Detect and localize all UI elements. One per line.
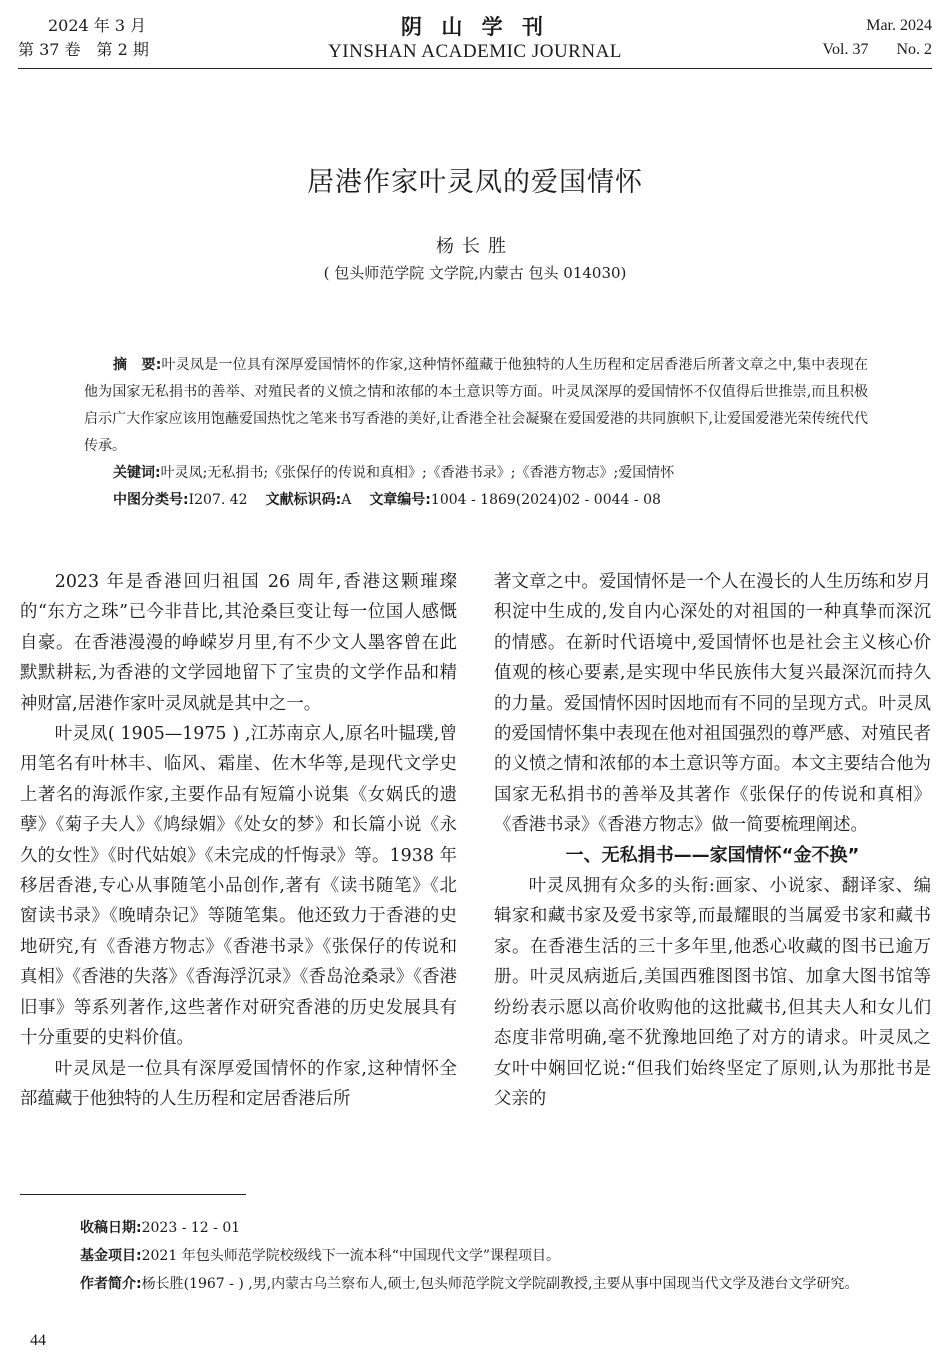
body-paragraph: 叶灵凤是一位具有深厚爱国情怀的作家,这种情怀全部蕴藏于他独特的人生历程和定居香港后所 [20, 1058, 457, 1109]
header-divider [18, 68, 932, 69]
article-number-label: 文章编号: [369, 492, 431, 508]
bio-value: 杨长胜(1967 - ) ,男,内蒙古乌兰察布人,硕士,包头师范学院文学院副教授,主要从事中国现当代文学及港台文学研究。 [141, 1276, 859, 1292]
article-title: 居港作家叶灵凤的爱国情怀 [307, 167, 643, 198]
page-number: 44 [30, 1332, 46, 1349]
body-column-right [494, 567, 931, 1114]
body-paragraph: 著文章之中。爱国情怀是一个人在漫长的人生历练和岁月积淀中生成的,发自内心深处的对祖国的一种真挚而深沉的情感。在新时代语境中,爱国情怀也是社会主义核心价值观的核心要素,是实现中华民族伟大复兴最深沉而持久的力量。爱国情怀因时因地而有不同的呈现方式。叶灵凤的爱国情怀集中表现在他对祖国强烈的尊严感、对殖民者的义愤之情和浓郁的本土意识等方面。本文主要结合他为国家无私捐书的善举及其著作《张保仔的传说和真相》《香港书录》《香港方物志》做一简要梳理阐述。 [494, 572, 931, 836]
body-column-left [20, 567, 457, 1114]
abstract-label: 摘 要: [113, 357, 162, 373]
body-paragraph: 叶灵凤拥有众多的头衔:画家、小说家、翻译家、编辑家和藏书家及爱书家等,而最耀眼的当属爱书家和藏书家。在香港生活的三十多年里,他悉心收藏的图书已逾万册。叶灵凤病逝后,美国西雅图图书馆、加拿大图书馆等纷纷表示愿以高价收购他的这批藏书,但其夫人和女儿们态度非常明确,毫不犹豫地回绝了对方的请求。叶灵凤之女叶中娴回忆说:“但我们始终坚定了原则,认为那批书是父亲的 [494, 876, 931, 1109]
classification-line [113, 489, 661, 511]
footnote-fund [80, 1244, 932, 1269]
doc-code-label: 文献标识码: [265, 492, 342, 508]
bio-label: 作者简介: [80, 1276, 142, 1292]
keywords [113, 462, 674, 484]
body-paragraph: 叶灵凤( 1905—1975 ) ,江苏南京人,原名叶韫璞,曾用笔名有叶林丰、临风、霜崖、佐木华等,是现代文学史上著名的海派作家,主要作品有短篇小说集《女娲氏的遗孽》《菊子夫人》《鸠绿媚》《处女的梦》和长篇小说《永久的女性》《时代姑娘》《未完成的忏悔录》等。1938 年移居香港,专心从事随笔小品创作,著有《读书随笔》《北窗读书录》《晚晴杂记》等随笔集。他还致力于香港的史地研究,有《香港方物志》《香港书录》《张保仔的传说和真相》《香港的失落》《香海浮沉录》《香岛沧桑录》《香港旧事》等系列著作,这些著作对研究香港的历史发展具有十分重要的史料价值。 [20, 724, 457, 1049]
header-date-cn: 2024 年 3 月 [48, 16, 147, 35]
clc-value: I207. 42 [188, 492, 248, 508]
footnote-received [80, 1216, 932, 1241]
header-no: No. 2 [896, 41, 932, 58]
header-date-en: Mar. 2024 [866, 17, 932, 34]
footnote-author-bio [80, 1272, 932, 1297]
journal-name-en: YINSHAN ACADEMIC JOURNAL [328, 41, 622, 62]
body-paragraph: 2023 年是香港回归祖国 26 周年,香港这颗璀璨的“东方之珠”已今非昔比,其沧桑巨变让每一位国人感慨自豪。在香港漫漫的峥嵘岁月里,有不少文人墨客曾在此默默耕耘,为香港的文学园地留下了宝贵的文学作品和精神财富,居港作家叶灵凤就是其中之一。 [20, 572, 457, 714]
footnote-divider [20, 1194, 246, 1195]
header-vol: Vol. 37 [822, 41, 869, 58]
abstract-text: 叶灵凤是一位具有深厚爱国情怀的作家,这种情怀蕴藏于他独特的人生历程和定居香港后所著文章之中,集中表现在他为国家无私捐书的善举、对殖民者的义愤之情和浓郁的本土意识等方面。叶灵凤深厚的爱国情怀不仅值得后世推崇,而且积极启示广大作家应该用饱蘸爱国热忱之笔来书写香港的美好,让香港全社会凝聚在爱国爱港的共同旗帜下,让爱国爱港光荣传统代代传承。 [84, 357, 868, 454]
article-number-value: 1004 - 1869(2024)02 - 0044 - 08 [430, 492, 661, 508]
header-volume-en [823, 38, 933, 62]
article-author: 杨长胜 [436, 236, 514, 257]
journal-name-cn: 阴 山 学 刊 [401, 15, 549, 39]
header-right [823, 14, 933, 62]
running-header [18, 14, 932, 70]
abstract [84, 352, 868, 460]
section-heading: 一、无私捐书——家国情怀“金不换” [565, 844, 860, 866]
author-affiliation: ( 包头师范学院 文学院,内蒙古 包头 014030) [323, 264, 627, 282]
clc-label: 中图分类号: [113, 492, 189, 508]
keywords-text: 叶灵凤;无私捐书;《张保仔的传说和真相》;《香港书录》;《香港方物志》;爱国情怀 [160, 465, 675, 481]
fund-value: 2021 年包头师范学院校级线下一流本科“中国现代文学”课程项目。 [141, 1248, 561, 1264]
doc-code-value: A [341, 492, 352, 508]
header-journal [18, 14, 932, 64]
keywords-label: 关键词: [113, 465, 161, 481]
received-label: 收稿日期: [80, 1220, 142, 1236]
fund-label: 基金项目: [80, 1248, 142, 1264]
header-volume-cn: 第 37 卷 第 2 期 [18, 40, 149, 59]
received-value: 2023 - 12 - 01 [141, 1220, 241, 1236]
